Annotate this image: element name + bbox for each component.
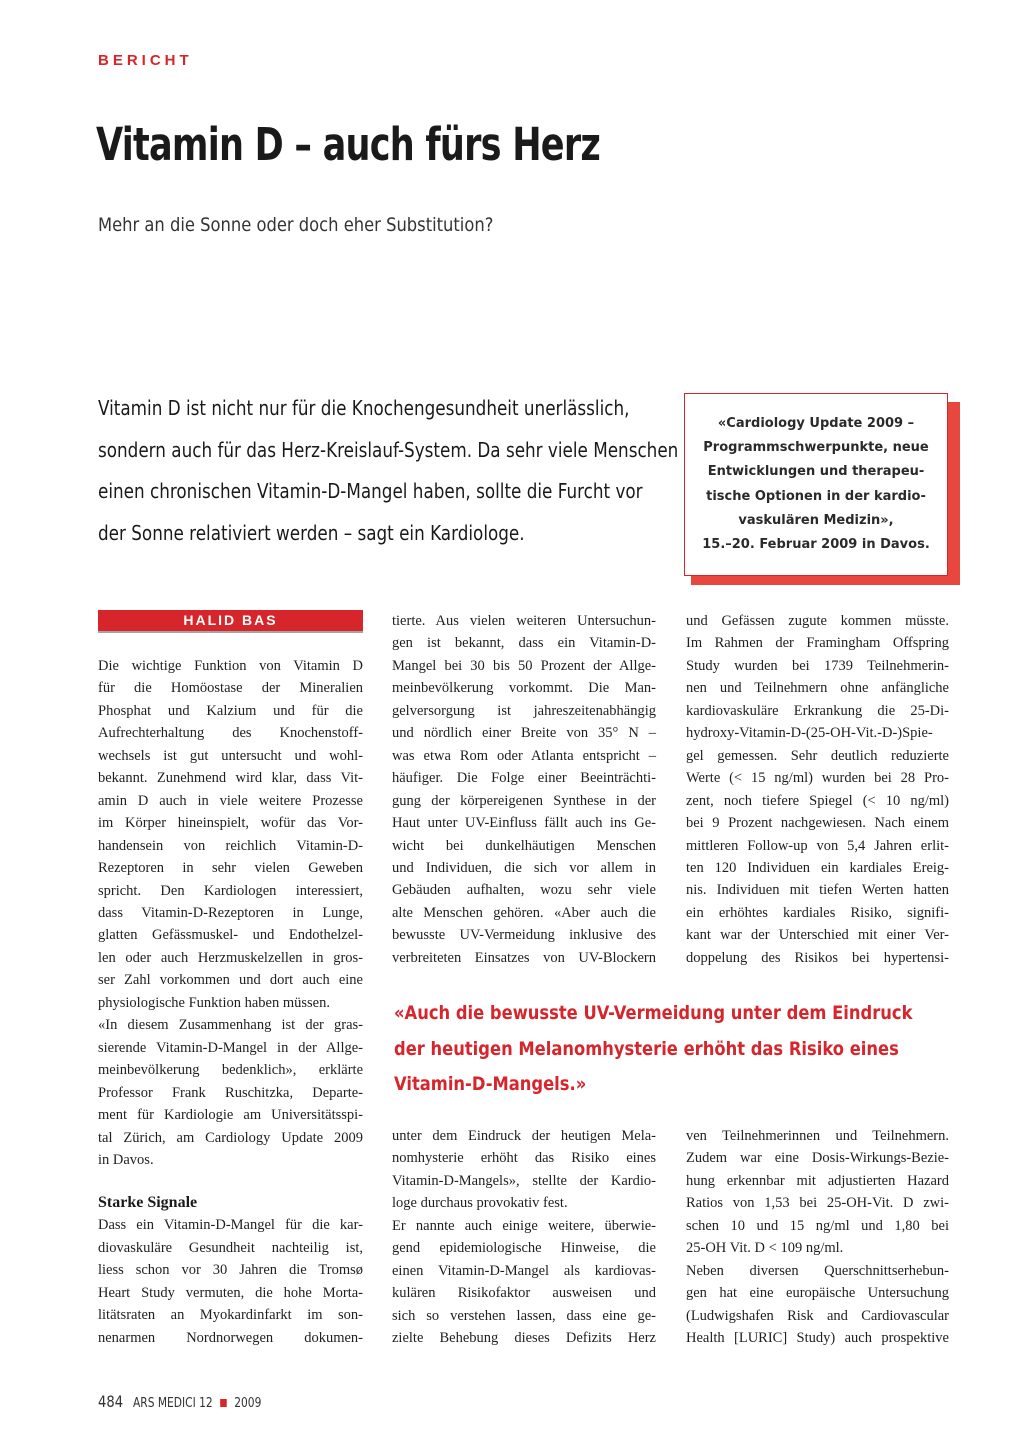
infobox-text: [685, 412, 947, 557]
text-line: glatten Gefässmuskel- und Endothelzel-: [98, 927, 363, 944]
text-line: litätsraten an Myokardinfarkt im son-: [98, 1307, 363, 1324]
text-line: einen Vitamin-D-Mangel als kardiovas-: [392, 1262, 656, 1279]
text-line: alte Menschen gehören. «Aber auch die: [392, 904, 656, 921]
column-3-text: [686, 610, 949, 969]
text-line: «In diesem Zusammenhang ist der gras-: [98, 1017, 363, 1034]
text-line: nomhysterie erhöht das Risiko eines: [392, 1150, 656, 1167]
text-line: gel gemessen. Sehr deutlich reduzierte: [686, 747, 949, 764]
section-heading: Starke Signale: [98, 1194, 198, 1211]
text-line: Werte (< 15 ng/ml) wurden bei 28 Pro-: [686, 770, 949, 787]
lead-line: einen chronischen Vitamin-D-Mangel haben, sollte die Furcht vor: [98, 479, 643, 503]
lead-line: Vitamin D ist nicht nur für die Knochengesundheit unerlässlich,: [98, 396, 630, 420]
text-line: hydroxy-Vitamin-D-(25-OH-Vit.-D-)Spie-: [686, 725, 933, 742]
lead-line: der Sonne relativiert werden – sagt ein Kardiologe.: [98, 520, 525, 545]
text-line: Er nannte auch einige weitere, überwie-: [392, 1217, 656, 1234]
text-line: ein erhöhtes kardiales Risiko, signifi-: [686, 904, 949, 921]
text-line: doppelung des Risikos bei hypertensi-: [686, 949, 949, 966]
text-line: schen 10 und 15 ng/ml und 1,80 bei: [686, 1217, 949, 1234]
infobox-line: 15.–20. Februar 2009 in Davos.: [702, 537, 930, 553]
text-line: tierte. Aus vielen weiteren Untersuchun-: [392, 613, 656, 629]
text-line: gen hat eine europäische Untersuchung: [686, 1285, 949, 1302]
text-line: bewusste UV-Vermeidung inklusive des: [392, 927, 656, 944]
text-line: gelversorgung ist jahreszeitenabhängig: [392, 702, 656, 719]
text-line: Aufrechterhaltung des Knochenstoff-: [98, 725, 363, 742]
page-footer: [98, 1392, 261, 1411]
column-3-continued: [686, 1125, 949, 1350]
text-line: und Gefässen zugute kommen müsste.: [686, 613, 949, 629]
text-line: unter dem Eindruck der heutigen Mela-: [392, 1128, 656, 1144]
text-line: meinbevölkerung vorkommt. Die Man-: [392, 680, 656, 697]
text-line: nis. Individuen mit tiefen Werten hatten: [686, 882, 949, 899]
text-line: handensein von reichlich Vitamin-D-: [98, 837, 363, 854]
text-line: wechsels ist gut untersucht und wohl-: [98, 747, 363, 764]
text-line: Haut unter UV-Einfluss fällt auch ins Ge-: [392, 815, 656, 832]
text-line: nen und Teilnehmern ohne anfängliche: [686, 680, 949, 697]
text-line: wicht bei dunkelhäutigen Menschen: [392, 837, 656, 854]
text-line: gen ist bekannt, dass ein Vitamin-D-: [392, 635, 656, 652]
text-line: was etwa Rom oder Atlanta entspricht –: [392, 747, 656, 764]
text-line: 25-OH Vit. D < 109 ng/ml.: [686, 1240, 844, 1257]
text-line: kant war der Unterschied mit einer Ver-: [686, 927, 949, 944]
pull-quote-line: «Auch die bewusste UV-Vermeidung unter dem Eindruck: [394, 1002, 913, 1024]
text-line: ten 120 Individuen ein kardiales Ereig-: [686, 859, 949, 876]
infobox-line: Programmschwerpunkte, neue: [703, 440, 929, 456]
event-infobox: [684, 393, 948, 576]
text-line: sierende Vitamin-D-Mangel in der Allge-: [98, 1039, 363, 1056]
text-line: zielte Behebung dieses Defizits Herz: [392, 1330, 656, 1347]
text-line: kulären Risikofaktor ausweisen und: [392, 1285, 656, 1302]
text-line: gung der körpereigenen Synthese in der: [392, 792, 656, 809]
text-line: Zudem war eine Dosis-Wirkungs-Bezie-: [686, 1150, 949, 1167]
article-title: Vitamin D – auch fürs Herz: [96, 118, 601, 171]
journal-year: 2009: [234, 1396, 262, 1411]
text-line: bei 9 Prozent nachgewiesen. Nach einem: [686, 815, 949, 832]
text-line: liess schon vor 30 Jahren die Tromsø: [98, 1262, 363, 1279]
infobox-line: tische Optionen in der kardio-: [706, 488, 926, 504]
text-line: physiologische Funktion haben müssen.: [98, 994, 330, 1011]
text-line: Neben diversen Querschnittserhebun-: [686, 1262, 949, 1279]
text-line: Mangel bei 30 bis 50 Prozent der Allge-: [392, 657, 656, 674]
text-line: sich so verstehen lassen, dass eine ge-: [392, 1307, 656, 1324]
text-line: spricht. Den Kardiologen interessiert,: [98, 882, 363, 899]
text-line: und nördlich einer Breite von 35° N –: [392, 725, 656, 742]
text-line: gend epidemiologische Hinweise, die: [392, 1240, 656, 1257]
text-line: und Individuen, die sich vor allem in: [392, 859, 656, 876]
lead-paragraph: [98, 388, 679, 554]
text-line: Im Rahmen der Framingham Offspring: [686, 635, 949, 652]
text-line: verbreiteten Einsatzes von UV-Blockern: [392, 949, 656, 966]
section-kicker: BERICHT: [98, 52, 193, 69]
text-line: Die wichtige Funktion von Vitamin D: [98, 658, 363, 674]
text-line: ven Teilnehmerinnen und Teilnehmern.: [686, 1128, 949, 1144]
infobox-line: «Cardiology Update 2009 –: [717, 416, 915, 431]
pull-quote: [394, 996, 913, 1103]
text-line: in Davos.: [98, 1151, 154, 1168]
infobox-line: Entwicklungen und therapeu-: [707, 464, 925, 480]
lead-line: sondern auch für das Herz-Kreislauf-System. Da sehr viele Menschen: [98, 437, 679, 462]
column-2-continued: [392, 1125, 656, 1350]
text-line: len oder auch Herzmuskelzellen in gros-: [98, 949, 363, 966]
text-line: (Ludwigshafen Risk and Cardiovascular: [686, 1307, 949, 1324]
pull-quote-line: Vitamin-D-Mangels.»: [394, 1073, 587, 1095]
text-line: im Körper hineinspielt, wofür das Vor-: [98, 815, 363, 832]
text-line: Rezeptoren in sehr vielen Geweben: [98, 860, 363, 877]
text-line: hung erkennbar mit adjustierten Hazard: [686, 1172, 949, 1189]
text-line: bekannt. Zunehmend wird klar, dass Vit-: [98, 770, 363, 787]
infobox-line: vaskulären Medizin»,: [738, 512, 894, 528]
column-1-text: [98, 655, 363, 1171]
text-line: loge durchaus provokativ fest.: [392, 1195, 568, 1212]
author-bar: [98, 610, 363, 633]
text-line: Vitamin-D-Mangels», stellte der Kardio-: [392, 1172, 656, 1189]
column-2-text: [392, 610, 656, 969]
column-1-section: [98, 1192, 363, 1349]
pull-quote-line: der heutigen Melanomhysterie erhöht das Risiko eines: [394, 1037, 899, 1060]
text-line: diovaskuläre Gesundheit nachteilig ist,: [98, 1239, 363, 1256]
text-line: amin D auch in viele weitere Prozesse: [98, 792, 363, 809]
text-line: ser Zahl vorkommen und dort auch eine: [98, 972, 363, 989]
text-line: dass Vitamin-D-Rezeptoren in Lunge,: [98, 904, 363, 921]
journal-name: ARS MEDICI 12: [133, 1396, 213, 1411]
text-line: Dass ein Vitamin-D-Mangel für die kar-: [98, 1217, 363, 1234]
page-number: 484: [98, 1392, 124, 1411]
text-line: Phosphat und Kalzium und für die: [98, 702, 363, 719]
text-line: Ratios von 1,53 bei 25-OH-Vit. D zwi-: [686, 1195, 949, 1212]
text-line: Professor Frank Ruschitzka, Departe-: [98, 1084, 363, 1101]
text-line: nenarmen Nordnorwegen dokumen-: [98, 1329, 363, 1346]
text-line: Study wurden bei 1739 Teilnehmerin-: [686, 657, 949, 674]
text-line: meinbevölkerung bedenklich», erklärte: [98, 1062, 363, 1079]
text-line: für die Homöostase der Mineralien: [98, 680, 363, 697]
article-subtitle: Mehr an die Sonne oder doch eher Substitution?: [98, 214, 494, 236]
text-line: ment für Kardiologie am Universitätsspi-: [98, 1107, 363, 1124]
text-line: mittleren Follow-up von 5,4 Jahren erlit-: [686, 837, 949, 854]
text-line: tal Zürich, am Cardiology Update 2009: [98, 1129, 363, 1146]
text-line: Heart Study vermuten, die hohe Morta-: [98, 1284, 363, 1301]
author-name: HALID BAS: [183, 612, 278, 628]
text-line: Health [LURIC] Study) auch prospektive: [686, 1330, 949, 1347]
text-line: zent, noch tiefere Spiegel (< 10 ng/ml): [686, 792, 949, 809]
text-line: Gebäuden aufhalten, wozu sehr viele: [392, 882, 656, 899]
text-line: kardiovaskuläre Erkrankung die 25-Di-: [686, 702, 949, 719]
text-line: häufiger. Die Folge einer Beeinträchti-: [392, 770, 656, 787]
separator-square-icon: [220, 1399, 227, 1407]
